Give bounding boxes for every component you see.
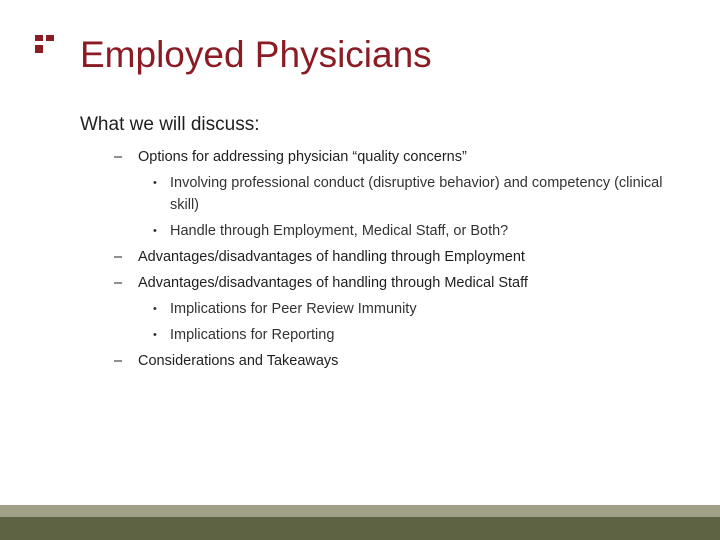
bullet-marker: •	[153, 225, 157, 237]
bullet-marker: •	[153, 303, 157, 315]
outline-subitem-text: Implications for Peer Review Immunity	[170, 301, 417, 317]
bullet-marker: •	[153, 329, 157, 341]
outline-list	[114, 146, 694, 376]
dash-marker: –	[114, 249, 123, 265]
outline-item	[114, 350, 694, 372]
footer-band-light	[0, 505, 720, 517]
outline-subitem-text: Implications for Reporting	[170, 327, 335, 343]
outline-item-text: Advantages/disadvantages of handling through Employment	[138, 249, 525, 265]
outline-item-text: Advantages/disadvantages of handling through Medical Staff	[138, 275, 528, 291]
outline-subitem-text: Handle through Employment, Medical Staff, or Both?	[170, 223, 509, 239]
section-heading: What we will discuss:	[80, 114, 260, 135]
dash-marker: –	[114, 149, 123, 165]
outline-item	[114, 146, 694, 168]
outline-item	[114, 272, 694, 294]
outline-subitem	[145, 220, 694, 242]
outline-item-text: Options for addressing physician “quality concerns”	[138, 149, 467, 165]
logo-icon	[35, 35, 57, 55]
outline-subitem	[145, 324, 694, 346]
outline-item	[114, 246, 694, 268]
page-title: Employed Physicians	[80, 34, 432, 75]
outline-item-text: Considerations and Takeaways	[138, 353, 339, 369]
outline-subitem	[145, 172, 694, 216]
footer-band-dark	[0, 517, 720, 540]
bullet-marker: •	[153, 177, 157, 189]
outline-subitem	[145, 298, 694, 320]
outline-subitem-text: Involving professional conduct (disruptive behavior) and competency (clinical skill)	[170, 175, 663, 213]
dash-marker: –	[114, 275, 123, 291]
dash-marker: –	[114, 353, 123, 369]
